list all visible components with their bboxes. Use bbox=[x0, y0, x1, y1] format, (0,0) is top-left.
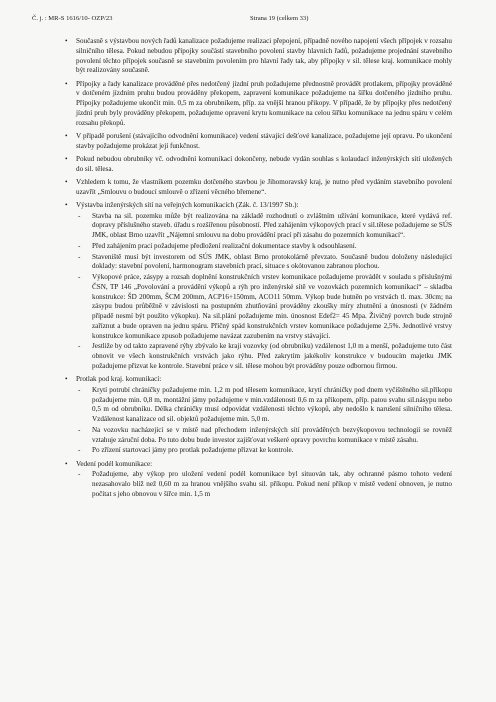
dash-marker: - bbox=[78, 446, 81, 455]
sub-item bbox=[76, 273, 452, 341]
sub-item-text: Krytí potrubí chráničky požadujeme min. 1,2 m pod tělesem komunikace, krytí chráničky pod dnem vyčištěného sil.příkopu požadujeme min. 0,8 m, montážní jámy požadujeme v min.vzdálenosti 0,6 m za přikopem, příp. patou svahu sil.násypu nebo 0,5 m od obrubníku. Délka chráničky musí odpovídat vzdálenosti těchto výkopů, aby nedošlo k narušení silničního tělesa. Vzdálenost kanalizace od sil. objektů požadujeme min. 5,0 m. bbox=[92, 385, 452, 423]
bullet-item bbox=[65, 37, 452, 76]
bullet-item bbox=[65, 131, 452, 152]
dash-marker: - bbox=[78, 211, 81, 220]
sub-item-text: Požadujeme, aby výkop pro uložení vedení podél komunikace byl situován tak, aby ochranné pásmo tohoto vedení nezasahovalo blíž než 0,60 m za hranou vnějšího svahu sil. příkopu. Pokud není příkop v místě vedení obnoven, je nutno počítat s jeho obnovou v šířce min. 1,5 m bbox=[92, 470, 452, 498]
bullet-item bbox=[65, 79, 452, 129]
bullet-item bbox=[65, 177, 452, 198]
sub-item-text: Po zřízení startovací jámy pro protlak požadujeme přizvat ke kontrole. bbox=[92, 446, 294, 455]
sub-item bbox=[76, 212, 452, 241]
bullet-marker: • bbox=[65, 200, 68, 209]
sub-item-text: Na vozovku nacházející se v místě nad přechodem inženýrských sítí prováděných bezvýkopovou technologií se rovněž vztahuje záruční doba. Po tuto dobu bude investor zajišťovat veškeré opravy povrchu komunikace v místě zásahu. bbox=[92, 425, 452, 444]
sub-item-text: Výkopové práce, zásypy a rozsah doplnění konstrukčních vrstev komunikace požadujeme provádět v souladu s příslušnými ČSN, TP 146 „Povolování a provádění výkopů a rýh pro inženýrské sítě ve vozovkách pozemních komunikací“ – skladba konstrukce: ŠD 200mm, ŠCM 200mm, ACP16+150mm, ACO11 50mm. Výkop bude hutněn po vrstvách tl. max. 30cm; na zásypu budou průběžně v závislosti na postupném zhutňování prováděny zkoušky míry zhutnění a únosnosti (v žádném případě nesmí být použito výkopku). Na sil.plání požadujeme min. únosnost Edef2= 45 Mpa. Živičný povrch bude strojně zaříznut a bude opraven na jednu spáru. Příčný spád konstrukčních vrstev komunikace požadujeme 2,5%. Jednotlivé vrstvy konstrukce komunikace zpusob požadujeme navázat zazubením na vrstvy stávající. bbox=[92, 273, 452, 340]
sub-item-text: Stavba na sil. pozemku může být realizována na základě rozhodnutí o zvláštním užívání komunikace, které vydává ref. dopravy příslušného staveb. úřadu s rozšířenou působností. Před zahájením výkopových prací v sil.tělese požadujeme se SÚS JMK, oblast Brno uzavřít „Nájemní smlouvu na dobu provádění prací při zásahu do pozemních komunikací“. bbox=[92, 211, 452, 239]
sub-item bbox=[76, 386, 452, 425]
bullet-text: Výstavba inženýrských sítí na veřejných komunikacích (Zák. č. 13/1997 Sb.): bbox=[76, 200, 299, 209]
dash-marker: - bbox=[78, 273, 81, 281]
dash-marker: - bbox=[78, 252, 81, 261]
bullet-item bbox=[65, 375, 452, 456]
document-reference: Č. j. : MR-S 1616/10- OZP/23 bbox=[32, 15, 113, 22]
bullet-text: Pokud nebudou obrubníky vč. odvodnění komunikací dokončeny, nebude vydán souhlas s kolaudací inženýrských sítí uložených do sil. tělesa. bbox=[76, 154, 452, 173]
sub-list bbox=[76, 212, 452, 372]
bullet-text: Současně s výstavbou nových řadů kanalizace požadujeme realizaci přepojení, případně nového napojení všech přípojek v rozsahu silničního tělesa. Pokud nebudou přípojky součástí stavebního povolení stavby hlavních řadů, požadujeme projednání stavebního povolení těchto přípojek současně se stavebním povolením pro hlavní řady tak, aby přípojky v sil. tělese kraj. komunikace mohly být realizovány současně. bbox=[76, 37, 452, 75]
sub-item bbox=[76, 426, 452, 446]
bullet-marker: • bbox=[65, 459, 68, 468]
bullet-text: Přípojky a řady kanalizace prováděné přes nedotčený jízdní pruh požadujeme přednostně provádět protlakem, přípojky prováděné v dotčeném jízdním pruhu budou prováděny překopem, zapravení komunikace požadujeme na šířku dotčeného jízdního pruhu. Přípojky požadujeme ukončit min. 0,5 m za obrubníkem, příp. za vnější hranou přikopy. V případě, že by přípojky přes nedotčený jízdní pruh byly prováděny překopem, požadujeme opravení krytu komunikace na celou šířku komunikace na jednu spáru v celém rozsahu překopů. bbox=[76, 79, 452, 127]
bullet-item bbox=[65, 200, 452, 372]
bullet-marker: • bbox=[65, 375, 68, 383]
dash-marker: - bbox=[78, 241, 81, 250]
bullet-text: Vedení podél komunikace: bbox=[76, 459, 153, 468]
dash-marker: - bbox=[78, 342, 81, 351]
bullet-item bbox=[65, 154, 452, 175]
bullet-list bbox=[65, 37, 452, 500]
document-body bbox=[65, 37, 452, 503]
sub-item bbox=[76, 242, 452, 252]
sub-item bbox=[76, 253, 452, 273]
sub-item-text: Staveniště musí být investorem od SÚS JMK, oblast Brno protokolárně převzato. Současně budou doloženy následující doklady: stavební povolení, harmonogram stavebních prací, situace s okótovanou zabranou plochou. bbox=[92, 252, 452, 271]
dash-marker: - bbox=[78, 470, 81, 479]
bullet-text: Vzhledem k tomu, že vlastníkem pozemku dotčeného stavbou je Jihomoravský kraj, je nutno před vydáním stavebního povolení uzavřít „Smlouvu o budoucí smlouvě o zřízení věcného břemene“. bbox=[76, 177, 452, 196]
bullet-marker: • bbox=[65, 154, 68, 163]
sub-item bbox=[76, 342, 452, 371]
page-header bbox=[32, 14, 464, 24]
bullet-item bbox=[65, 459, 452, 500]
bullet-marker: • bbox=[65, 131, 68, 140]
dash-marker: - bbox=[78, 425, 81, 434]
sub-item-text: Jestliže by od takto zapravené rýhy zbývalo ke kraji vozovky (od obrubníku) vzdálenost 1,0 m a menší, požadujeme tuto část obnovit ve všech konstrukčních vrstvách jako rýhu. Před zakrytím jakékoliv konstrukce v budoucím majetku JMK požadujeme přizvat ke kontrole. Stavební práce v sil. tělese mohou být prováděny pouze odbornou firmou. bbox=[92, 342, 452, 370]
sub-list bbox=[76, 470, 452, 499]
sub-list bbox=[76, 386, 452, 456]
bullet-marker: • bbox=[65, 79, 68, 88]
page-number: Strana 19 (celkem 33) bbox=[250, 15, 309, 22]
dash-marker: - bbox=[78, 385, 81, 394]
sub-item-text: Před zahájením prací požadujeme předložení realizační dokumentace stavby k odsouhlasení. bbox=[92, 241, 357, 250]
bullet-marker: • bbox=[65, 37, 68, 45]
bullet-text: Protlak pod kraj. komunikací: bbox=[76, 375, 162, 383]
bullet-marker: • bbox=[65, 177, 68, 186]
sub-item bbox=[76, 446, 452, 456]
sub-item bbox=[76, 470, 452, 499]
bullet-text: V případě porušení (stávajícího odvodnění komunikace) vedení stávající dešťové kanalizace, požadujeme její opravu. Po ukončení stavby požadujeme prokázat její funkčnost. bbox=[76, 131, 452, 150]
